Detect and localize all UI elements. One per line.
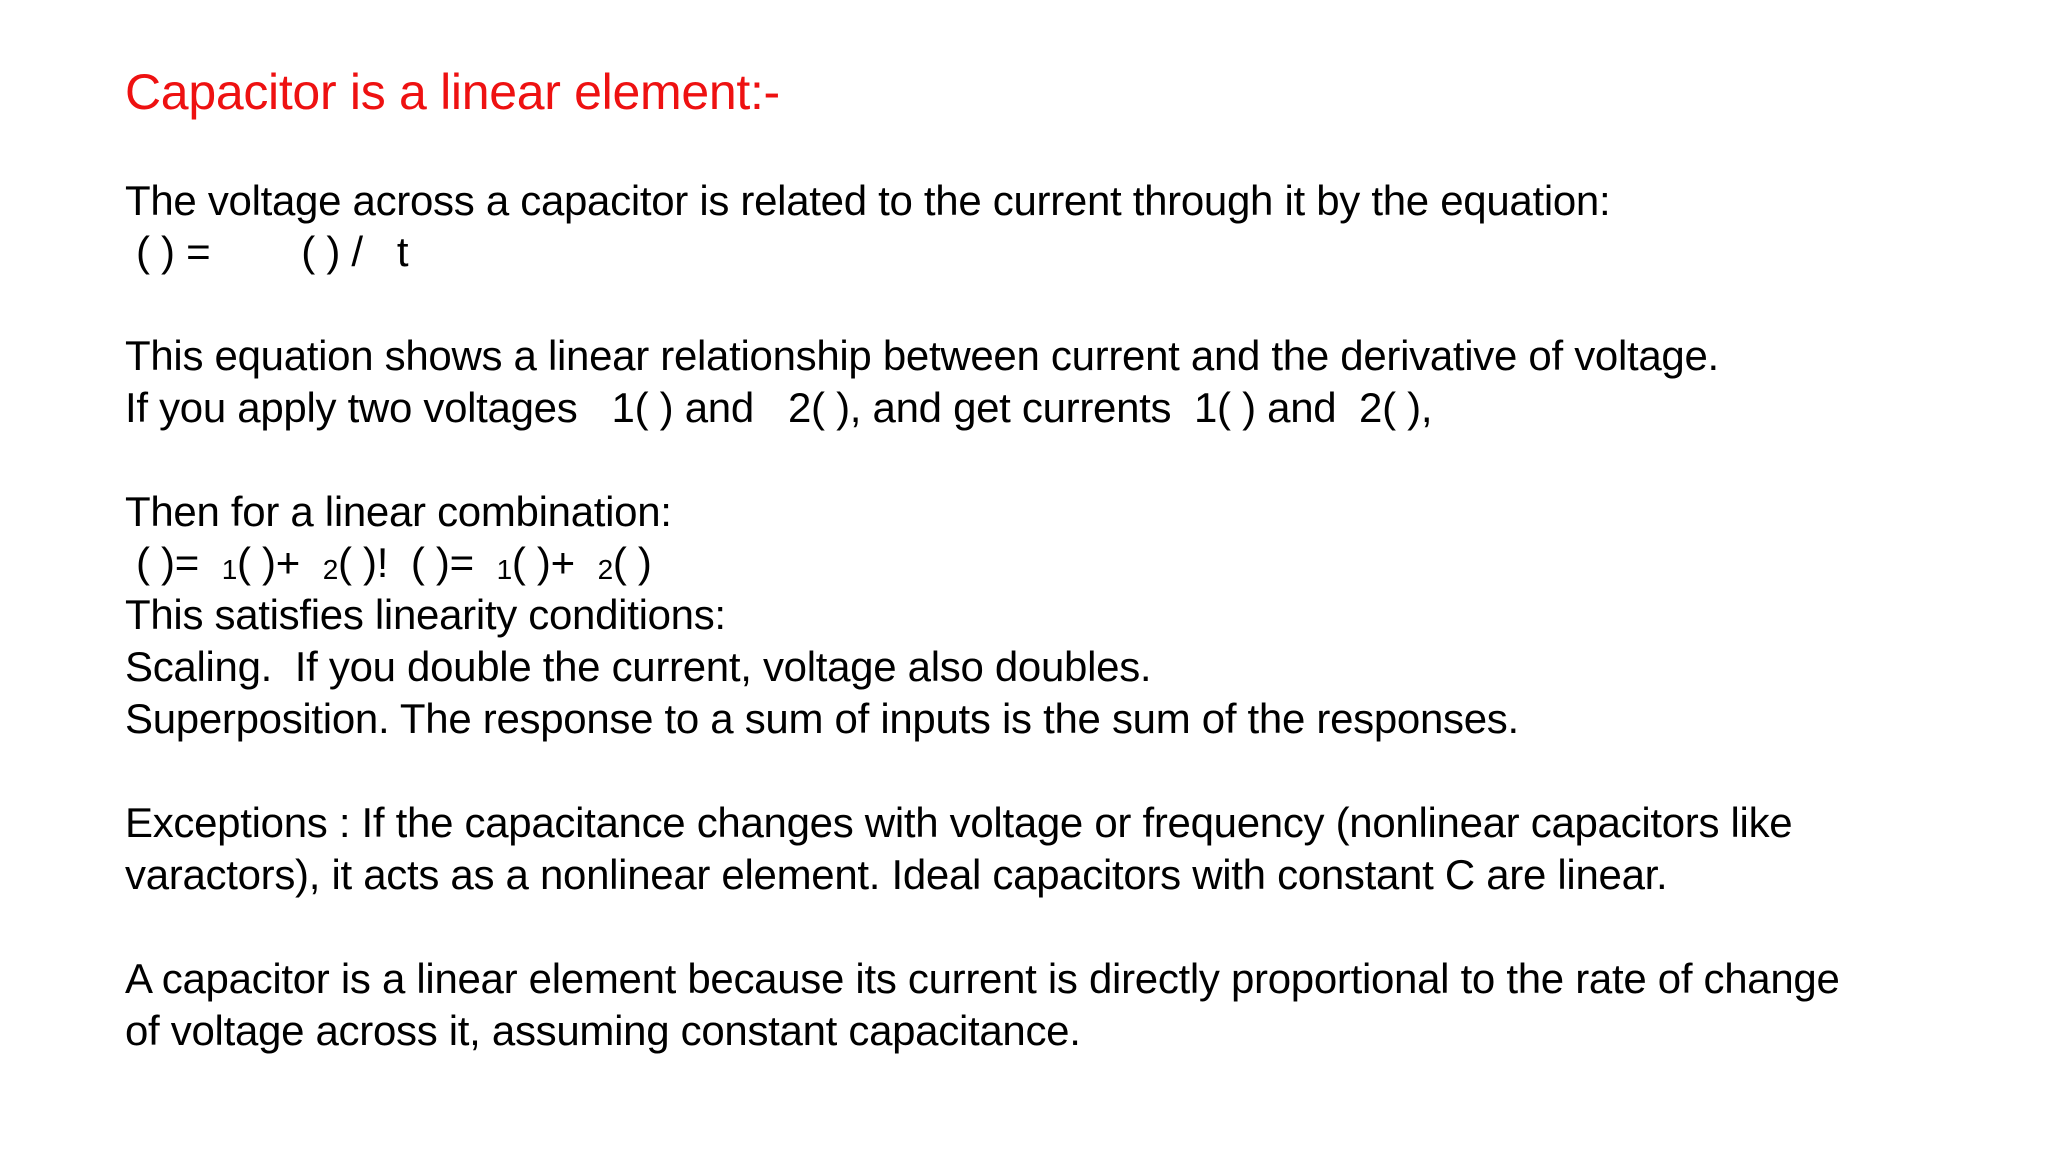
eq-subscript-2: 2 <box>322 554 338 585</box>
eq-subscript-4: 2 <box>597 554 613 585</box>
linear-combination-intro: Then for a linear combination: <box>125 488 672 535</box>
superposition-text: Superposition. The response to a sum of inputs is the sum of the responses. <box>125 695 1519 742</box>
apply-voltages-text: If you apply two voltages 1( ) and 2( ), and get currents 1( ) and 2( ), <box>125 384 1433 431</box>
scaling-text: Scaling. If you double the current, voltage also doubles. <box>125 643 1152 690</box>
satisfies-linearity-text: This satisfies linearity conditions: <box>125 591 726 638</box>
exceptions-line-1: Exceptions : If the capacitance changes with voltage or frequency (nonlinear capacitors like <box>125 799 1793 846</box>
linear-statement-text: This equation shows a linear relationship between current and the derivative of voltage. <box>125 332 1719 379</box>
capacitor-equation: ( ) = ( ) / t <box>136 228 409 275</box>
eq-part-2: ( )+ <box>237 539 323 586</box>
relation-intro-text: The voltage across a capacitor is related to the current through it by the equation: <box>125 177 1611 224</box>
conclusion-line-2: of voltage across it, assuming constant capacitance. <box>125 1007 1081 1054</box>
eq-subscript-3: 1 <box>496 554 512 585</box>
eq-part-4: ( )+ <box>511 539 598 586</box>
eq-part-5: ( ) <box>612 539 652 586</box>
eq-part-1: ( )= <box>136 539 222 586</box>
eq-part-3: ( )! ( )= <box>338 539 497 586</box>
linear-combination-equation <box>136 537 652 596</box>
eq-subscript-1: 1 <box>221 554 237 585</box>
conclusion-line-1: A capacitor is a linear element because its current is directly proportional to the rate of change <box>125 955 1840 1002</box>
slide-title: Capacitor is a linear element:- <box>125 64 780 120</box>
exceptions-line-2: varactors), it acts as a nonlinear element. Ideal capacitors with constant C are linear. <box>125 851 1668 898</box>
